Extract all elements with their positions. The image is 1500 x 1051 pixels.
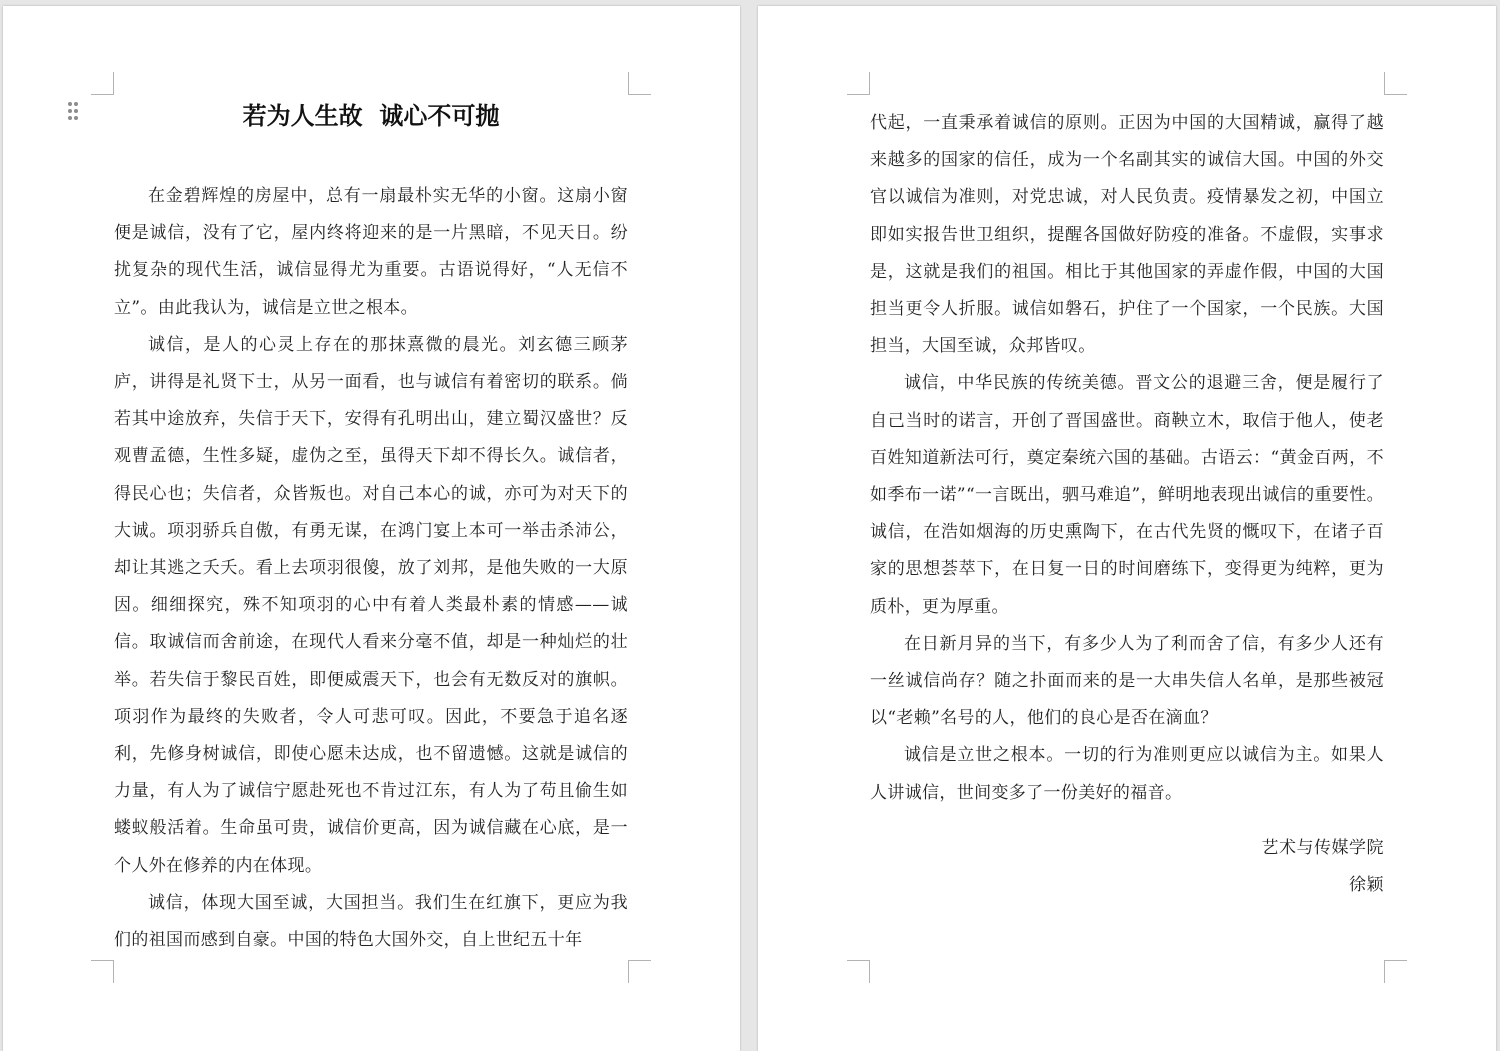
paragraph: 在日新月异的当下，有多少人为了利而舍了信，有多少人还有一丝诚信尚存？随之扑面而来的是一大串失信人名单，是那些被冠以“老赖”名号的人，他们的良心是否在滴血？	[870, 633, 1384, 729]
margin-corner-top-left	[847, 72, 870, 95]
paragraph: 在金碧辉煌的房屋中，总有一扇最朴实无华的小窗。这扇小窗便是诚信，没有了它，屋内终将迎来的是一片黑暗，不见天日。纷扰复杂的现代生活，诚信显得尤为重要。古语说得好，“人无信不立”。由此我认为，诚信是立世之根本。	[114, 186, 628, 318]
margin-corner-top-right	[628, 72, 651, 95]
document-title: 若为人生故 诚心不可抛	[242, 102, 500, 130]
signature-author: 徐颖	[1349, 874, 1384, 895]
margin-corner-bottom-right	[1384, 960, 1407, 983]
page-2-text[interactable]	[870, 105, 1384, 904]
paragraph: 诚信是立世之根本。一切的行为准则更应以诚信为主。如果人人讲诚信，世间变多了一份美好的福音。	[870, 745, 1384, 803]
signature-school: 艺术与传媒学院	[1261, 837, 1384, 858]
paragraph: 诚信，中华民族的传统美德。晋文公的退避三舍，便是履行了自己当时的诺言，开创了晋国盛世。商鞅立木，取信于他人，使老百姓知道新法可行，奠定秦统六国的基础。古语云：“黄金百两，不如季布一诺”“一言既出，驷马难追”，鲜明地表现出诚信的重要性。诚信，在浩如烟海的历史熏陶下，在古代先贤的慨叹下，在诸子百家的思想荟萃下，在日复一日的时间磨练下，变得更为纯粹，更为质朴，更为厚重。	[870, 373, 1384, 617]
margin-corner-bottom-right	[628, 960, 651, 983]
drag-handle-icon[interactable]	[66, 102, 80, 124]
margin-corner-top-left	[91, 72, 114, 95]
margin-corner-top-right	[1384, 72, 1407, 95]
paragraph-continuation: 代起，一直秉承着诚信的原则。正因为中国的大国精诚，赢得了越来越多的国家的信任，成为一个名副其实的诚信大国。中国的外交官以诚信为准则，对党忠诚，对人民负责。疫情暴发之初，中国立即如实报告世卫组织，提醒各国做好防疫的准备。不虚假，实事求是，这就是我们的祖国。相比于其他国家的弄虚作假，中国的大国担当更令人折服。诚信如磐石，护住了一个国家，一个民族。大国担当，大国至诚，众邦皆叹。	[870, 113, 1384, 357]
paragraph: 诚信，是人的心灵上存在的那抹熹微的晨光。刘玄德三顾茅庐，讲得是礼贤下士，从另一面看，也与诚信有着密切的联系。倘若其中途放弃，失信于天下，安得有孔明出山，建立蜀汉盛世？反观曹孟德，生性多疑，虚伪之至，虽得天下却不得长久。诚信者，得民心也；失信者，众皆叛也。对自己本心的诚，亦可为对天下的大诚。项羽骄兵自傲，有勇无谋，在鸿门宴上本可一举击杀沛公，却让其逃之夭夭。看上去项羽很傻，放了刘邦，是他失败的一大原因。细细探究，殊不知项羽的心中有着人类最朴素的情感——诚信。取诚信而舍前途，在现代人看来分毫不值，却是一种灿烂的壮举。若失信于黎民百姓，即便威震天下，也会有无数反对的旗帜。项羽作为最终的失败者，令人可悲可叹。因此，不要急于追名逐利，先修身树诚信，即使心愿未达成，也不留遗憾。这就是诚信的力量，有人为了诚信宁愿赴死也不肯过江东，有人为了苟且偷生如蝼蚁般活着。生命虽可贵，诚信价更高，因为诚信藏在心底，是一个人外在修养的内在体现。	[114, 334, 628, 876]
page-1-text[interactable]	[114, 96, 628, 959]
margin-corner-bottom-left	[847, 960, 870, 983]
margin-corner-bottom-left	[91, 960, 114, 983]
document-page-2	[758, 6, 1496, 1051]
document-page-1	[3, 6, 740, 1051]
paragraph: 诚信，体现大国至诚，大国担当。我们生在红旗下，更应为我们的祖国而感到自豪。中国的特色大国外交，自上世纪五十年	[114, 892, 628, 951]
signature-block	[870, 830, 1384, 904]
